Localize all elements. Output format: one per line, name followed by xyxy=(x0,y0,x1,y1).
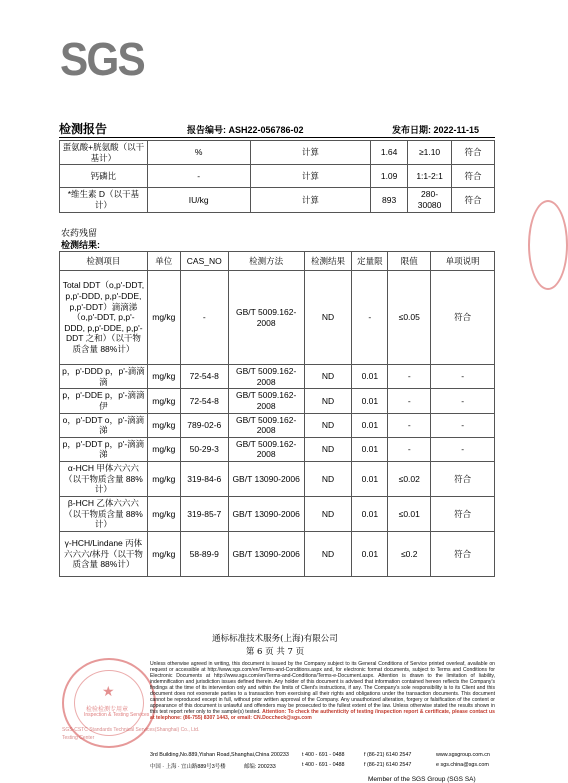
cell-unit: mg/kg xyxy=(147,532,180,577)
header-loq: 定量限 xyxy=(352,252,388,271)
cell-remark: 符合 xyxy=(452,188,495,212)
cell-limit: ≤0.05 xyxy=(388,271,431,365)
stamp-side-text-1: SGS-CSTC Standards Technical Services(Shanghai) Co., Ltd. xyxy=(62,727,200,733)
cell-loq: 0.01 xyxy=(352,437,388,461)
cell-limit: - xyxy=(388,389,431,413)
cell-cas: - xyxy=(180,271,228,365)
cell-unit: mg/kg xyxy=(147,462,180,497)
cell-loq: - xyxy=(352,271,388,365)
cell-method: GB/T 5009.162-2008 xyxy=(228,437,304,461)
cell-method: GB/T 5009.162-2008 xyxy=(228,389,304,413)
cell-limit: - xyxy=(388,413,431,437)
cell-remark: 符合 xyxy=(452,141,495,165)
cell-limit: ≤0.2 xyxy=(388,532,431,577)
cell-method: GB/T 5009.162-2008 xyxy=(228,271,304,365)
cell-item: Total DDT（o,p'-DDT, p,p'-DDD, p,p'-DDE, p,p'-DDT）滴滴涕（o,p'-DDT, p,p'-DDD, p,p'-DDE, p,p'-DDT 之和）（以干物质含量 88%计） xyxy=(60,271,148,365)
cell-cas: 72-54-8 xyxy=(180,389,228,413)
cell-method: GB/T 13090-2006 xyxy=(228,497,304,532)
cell-cas: 50-29-3 xyxy=(180,437,228,461)
stamp-star-icon: ★ xyxy=(102,683,115,699)
sgs-logo-text: SGS xyxy=(60,33,144,85)
stamp-title: 检验检测专用章 xyxy=(86,707,129,713)
cell-limit: ≥1.10 xyxy=(408,141,452,165)
table-row xyxy=(60,188,495,212)
report-number: 报告编号: ASH22-056786-02 xyxy=(187,125,304,135)
table-row xyxy=(60,413,495,437)
section-category: 农药残留 xyxy=(61,229,98,239)
cell-limit: - xyxy=(388,365,431,389)
cell-item: 钙磷比 xyxy=(60,165,148,188)
table-row xyxy=(60,437,495,461)
results-label: 检测结果: xyxy=(61,240,100,250)
cell-cas: 58-89-9 xyxy=(180,532,228,577)
cell-result: 1.09 xyxy=(371,165,408,188)
cell-unit: IU/kg xyxy=(147,188,250,212)
tel-cn: t 400 - 691 - 0488 xyxy=(302,762,345,768)
cell-remark: - xyxy=(431,389,495,413)
issue-date: 发布日期: 2022-11-15 xyxy=(392,125,480,135)
cell-item: p，p'-DDE p，p'-滴滴伊 xyxy=(60,389,148,413)
cell-result: ND xyxy=(304,462,352,497)
cell-item: α-HCH 甲体六六六（以干物质含量 88%计） xyxy=(60,462,148,497)
cell-result: ND xyxy=(304,271,352,365)
cell-result: 1.64 xyxy=(371,141,408,165)
cell-cas: 789-02-6 xyxy=(180,413,228,437)
report-title: 检测报告 xyxy=(59,122,108,136)
legal-text: Unless otherwise agreed in writing, this document is issued by the Company subject to its General Conditions of Service printed overleaf, available on request or accessible at http://www.sgs.com/en/Terms-and-Conditions.aspx and, for electronic format documents, subject to Terms and Conditions for Electronic Documents at http://www.sgs.com/en/Terms-and-Conditions/Terms-e-Document.aspx. Attention is drawn to the limitation of liability, indemnification and jurisdiction issues defined therein. Any holder of this document is advised that information contained hereon reflects the Company's findings at the time of its intervention only and within the limits of Client's instructions, if any. The Company's sole responsibility is to its Client and this document does not exonerate parties to a transaction from exercising all their rights and obligations under the transaction documents. This document cannot be reproduced except in full, without prior written approval of the Company. Any unauthorized alteration, forgery or falsification of the content or appearance of this document is unlawful and offenders may be prosecuted to the fullest extent of the law. Unless otherwise stated the results shown in this test report refer only to the sample(s) tested. xyxy=(150,661,495,715)
cell-item: o，p'-DDT o，p'-滴滴涕 xyxy=(60,413,148,437)
stamp-side-text-2: Testing Center xyxy=(62,735,95,741)
table-row xyxy=(60,165,495,188)
cell-item: p，p'-DDD p，p'-滴滴滴 xyxy=(60,365,148,389)
table-row xyxy=(60,141,495,165)
authenticity-notice: Attention: To check the authenticity of testing /inspection report & certificate, please contact us at telephone: (86-755) 8307 1443, or email: CN.Doccheck@sgs.com xyxy=(150,709,495,721)
nutrient-results-table xyxy=(59,140,495,213)
website: www.sgsgroup.com.cn xyxy=(436,752,490,758)
cell-loq: 0.01 xyxy=(352,532,388,577)
cell-unit: % xyxy=(147,141,250,165)
cell-limit: 280-30080 xyxy=(408,188,452,212)
cell-method: 计算 xyxy=(250,141,371,165)
footer-page-number: 第 6 页 共 7 页 xyxy=(245,647,305,657)
cell-cas: 319-85-7 xyxy=(180,497,228,532)
cell-loq: 0.01 xyxy=(352,389,388,413)
cell-unit: mg/kg xyxy=(147,389,180,413)
cell-result: ND xyxy=(304,389,352,413)
address-en: 3rd Building,No.889,Yishan Road,Shanghai,China 200233 xyxy=(150,752,289,758)
cell-result: 893 xyxy=(371,188,408,212)
cell-unit: mg/kg xyxy=(147,497,180,532)
cell-remark: 符合 xyxy=(431,532,495,577)
cell-cas: 72-54-8 xyxy=(180,365,228,389)
cell-remark: 符合 xyxy=(431,462,495,497)
table-header-row xyxy=(60,252,495,271)
cell-cas: 319-84-6 xyxy=(180,462,228,497)
address-cn: 中国 · 上海 · 宜山路889号3号楼 xyxy=(150,764,226,770)
fax-en: f (86-21) 6140 2547 xyxy=(364,752,412,758)
table-row xyxy=(60,497,495,532)
cell-method: GB/T 5009.162-2008 xyxy=(228,413,304,437)
legal-disclaimer xyxy=(150,661,495,721)
cell-limit: - xyxy=(388,437,431,461)
cell-loq: 0.01 xyxy=(352,413,388,437)
table-row xyxy=(60,365,495,389)
cell-method: 计算 xyxy=(250,165,371,188)
cell-result: ND xyxy=(304,532,352,577)
header-item: 检测项目 xyxy=(60,252,148,271)
cell-result: ND xyxy=(304,497,352,532)
cell-remark: 符合 xyxy=(431,497,495,532)
cell-item: β-HCH 乙体六六六（以干物质含量 88%计） xyxy=(60,497,148,532)
header-remark: 单项说明 xyxy=(431,252,495,271)
pesticide-results-table xyxy=(59,251,495,577)
header-method: 检测方法 xyxy=(228,252,304,271)
cell-method: GB/T 13090-2006 xyxy=(228,462,304,497)
cell-item: *维生素 D（以干基计） xyxy=(60,188,148,212)
cell-item: p，p'-DDT p，p'-滴滴涕 xyxy=(60,437,148,461)
cell-limit: ≤0.02 xyxy=(388,462,431,497)
cell-method: GB/T 13090-2006 xyxy=(228,532,304,577)
cell-result: ND xyxy=(304,365,352,389)
stamp-subtitle: Inspection & Testing Services xyxy=(84,712,150,718)
sgs-logo xyxy=(60,33,144,85)
cell-loq: 0.01 xyxy=(352,462,388,497)
cell-limit: ≤0.01 xyxy=(388,497,431,532)
cell-unit: mg/kg xyxy=(147,413,180,437)
table-row xyxy=(60,532,495,577)
header-unit: 单位 xyxy=(147,252,180,271)
cell-limit: 1:1-2:1 xyxy=(408,165,452,188)
cell-method: 计算 xyxy=(250,188,371,212)
cell-result: ND xyxy=(304,413,352,437)
table-row xyxy=(60,271,495,365)
table-row xyxy=(60,462,495,497)
cell-remark: 符合 xyxy=(452,165,495,188)
cell-unit: mg/kg xyxy=(147,365,180,389)
cell-unit: - xyxy=(147,165,250,188)
cell-method: GB/T 5009.162-2008 xyxy=(228,365,304,389)
cell-loq: 0.01 xyxy=(352,365,388,389)
sgs-member-notice: Member of the SGS Group (SGS SA) xyxy=(368,776,476,783)
cell-remark: - xyxy=(431,437,495,461)
cell-loq: 0.01 xyxy=(352,497,388,532)
table-row xyxy=(60,389,495,413)
fax-cn: f (86-21) 6140 2547 xyxy=(364,762,412,768)
cell-result: ND xyxy=(304,437,352,461)
cell-unit: mg/kg xyxy=(147,271,180,365)
postcode-cn: 邮编: 200233 xyxy=(244,764,276,770)
header-result: 检测结果 xyxy=(304,252,352,271)
header-limit: 限值 xyxy=(388,252,431,271)
report-header xyxy=(59,120,495,138)
tel-en: t 400 - 691 - 0488 xyxy=(302,752,345,758)
cell-item: γ-HCH/Lindane 丙体六六六/林丹（以干物质含量 88%计） xyxy=(60,532,148,577)
header-divider xyxy=(59,137,495,138)
cell-item: 蛋氨酸+胱氨酸（以干基计） xyxy=(60,141,148,165)
footer-company: 通标标准技术服务(上海)有限公司 xyxy=(212,634,338,644)
cell-remark: - xyxy=(431,413,495,437)
email: e sgs.china@sgs.com xyxy=(436,762,489,768)
cell-remark: 符合 xyxy=(431,271,495,365)
cell-remark: - xyxy=(431,365,495,389)
header-cas: CAS_NO xyxy=(180,252,228,271)
cell-unit: mg/kg xyxy=(147,437,180,461)
edge-stamp xyxy=(528,200,568,290)
